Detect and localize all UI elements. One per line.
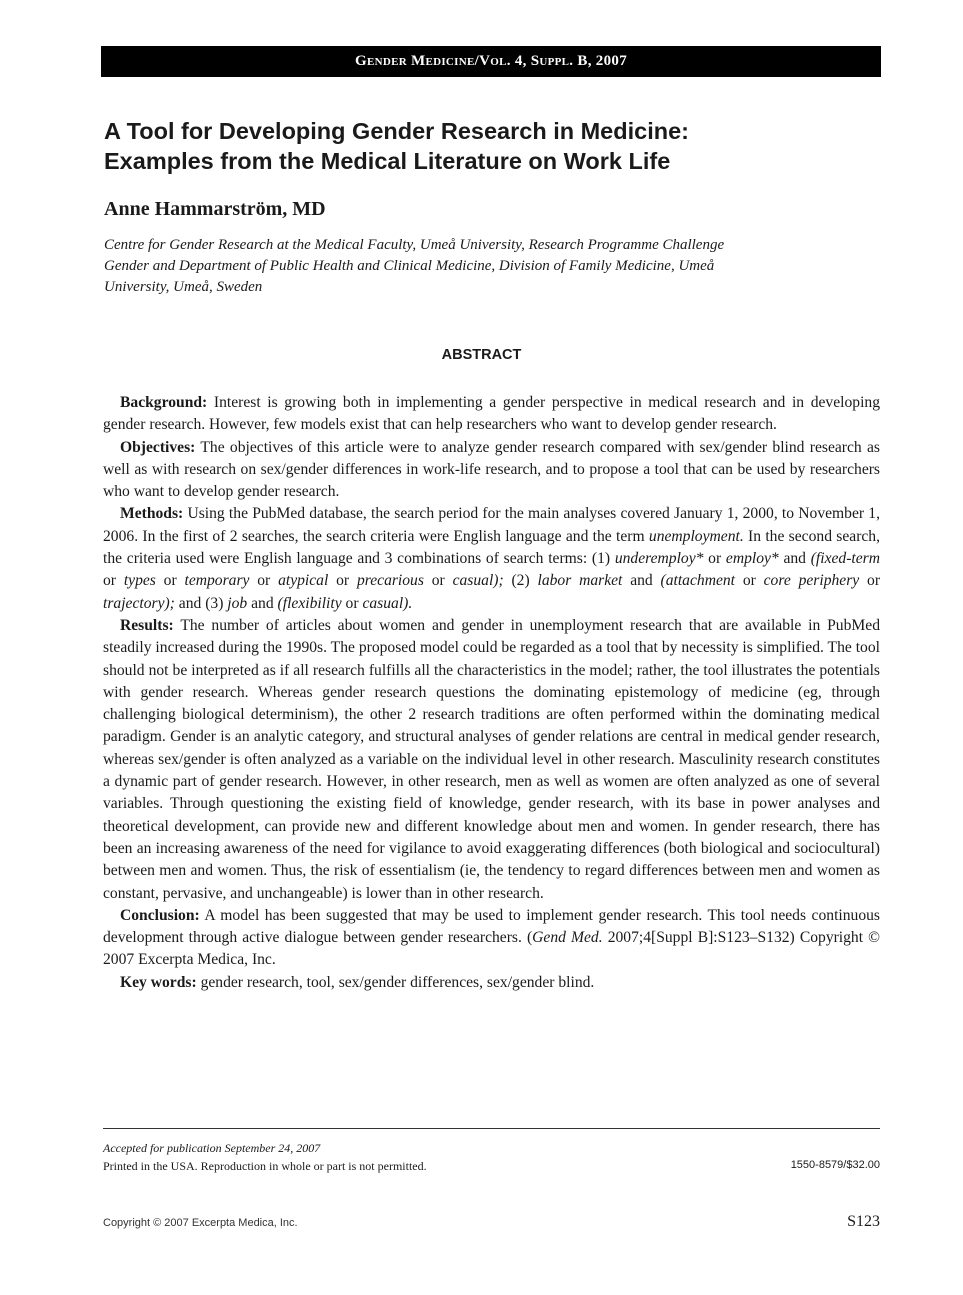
author-affiliation <box>104 235 864 298</box>
running-header: Gender Medicine/Vol. 4, Suppl. B, 2007 <box>101 46 881 77</box>
methods-term: employ* <box>725 550 779 568</box>
methods-text: and <box>247 594 278 612</box>
conclusion-text: A model has been suggested that may be used to implement gender research. This tool needs continuous development through active dialogue between gender researchers. ( <box>103 906 880 947</box>
methods-text: or <box>735 572 764 590</box>
keywords-text: gender research, tool, sex/gender differences, sex/gender blind. <box>200 973 595 991</box>
methods-term: labor market <box>537 572 623 590</box>
methods-term: unemployment. <box>648 527 744 545</box>
abstract-methods <box>103 503 880 614</box>
abstract-heading: ABSTRACT <box>441 347 522 363</box>
affiliation-line-1: Centre for Gender Research at the Medical Faculty, Umeå University, Research Programme Challenge <box>104 237 725 253</box>
methods-text: or <box>859 572 881 590</box>
citation-journal: Gend Med. <box>532 929 603 947</box>
methods-term: casual); <box>452 572 504 590</box>
methods-term: types <box>123 572 156 590</box>
objectives-label: Objectives: <box>120 438 196 456</box>
methods-text: or <box>155 572 185 590</box>
footnote-rule <box>103 1128 880 1129</box>
page-number: S123 <box>847 1213 880 1230</box>
methods-term: job <box>227 594 248 612</box>
abstract-background <box>103 392 880 437</box>
methods-text: and <box>778 550 811 568</box>
results-label: Results: <box>120 616 174 634</box>
accepted-date: Accepted for publication September 24, 2007 <box>103 1141 321 1155</box>
title-line-1: A Tool for Developing Gender Research in Medicine: <box>104 118 689 144</box>
methods-term: underemploy* <box>614 550 704 568</box>
keywords-label: Key words: <box>120 973 197 991</box>
methods-term: (fixed-term <box>810 550 880 568</box>
conclusion-label: Conclusion: <box>120 906 200 924</box>
methods-label: Methods: <box>120 505 184 523</box>
methods-term: temporary <box>184 572 250 590</box>
methods-text: or <box>249 572 279 590</box>
print-notice: Printed in the USA. Reproduction in whole or part is not permitted. <box>103 1159 427 1173</box>
methods-text: and <box>622 572 661 590</box>
methods-text: (2) <box>503 572 538 590</box>
background-label: Background: <box>120 394 208 411</box>
abstract-body <box>103 392 880 994</box>
copyright-notice: Copyright © 2007 Excerpta Medica, Inc. <box>103 1217 298 1229</box>
author-name: Anne Hammarström, MD <box>104 198 326 220</box>
abstract-results <box>103 615 880 905</box>
abstract-conclusion <box>103 905 880 972</box>
methods-term: precarious <box>356 572 424 590</box>
background-text: Interest is growing both in implementing a gender perspective in medical research and in developing gender research. However, few models exist that can help researchers who want to develop gender research. <box>103 394 880 434</box>
methods-term: core periphery <box>763 572 860 590</box>
title-line-2: Examples from the Medical Literature on Work Life <box>104 148 671 174</box>
methods-text: or <box>703 550 726 568</box>
methods-text: or <box>423 572 453 590</box>
abstract-keywords <box>103 972 880 994</box>
methods-term: (flexibility <box>277 594 342 612</box>
objectives-text: The objectives of this article were to analyze gender research compared with sex/gender blind research as well as with research on sex/gender differences in work-life research, and to propose a tool that can be used by researchers who want to develop gender research. <box>103 438 880 501</box>
methods-text: or <box>103 572 124 590</box>
issn-price: 1550-8579/$32.00 <box>790 1159 880 1171</box>
methods-text: or <box>341 594 363 612</box>
methods-term: (attachment <box>660 572 736 590</box>
results-text: The number of articles about women and gender in unemployment research that are available in PubMed steadily increased during the 1990s. The proposed model could be regarded as a tool that by necessity is simplified. The tool should not be interpreted as if all research fulfills all the characteristics in the model; rather, the tool illustrates the potentials with gender research. Whereas gender research questions the dominating epistemology of medicine (eg, through challenging biological determinism), the other 2 research traditions are often performed within the dominating medical paradigm. Gender is an analytic category, and structural analyses of gender relations are central in medical gender research, whereas sex/gender is often analyzed as a variable on the individual level in other research. Masculinity research constitutes a dynamic part of gender research. However, in other research, men as well as women are often analyzed as one of several variables. Through questioning the existing field of knowledge, gender research, with its base in power analyses and theoretical development, can provide new and different knowledge about men and women. In gender research, there has been an increasing awareness of the need for vigilance to avoid exaggerating differences (both biological and sociocultural) between men and women. Thus, the risk of essentialism (ie, the tendency to regard differences between men and women as constant, pervasive, and unchangeable) is lower than in other research. <box>103 616 880 902</box>
methods-term: trajectory); <box>103 594 175 612</box>
citation-tail: 2007;4[Suppl B]:S123–S132) Copyright © 2007 Excerpta Medica, Inc. <box>103 929 880 969</box>
abstract-objectives <box>103 437 880 504</box>
methods-term: atypical <box>278 572 329 590</box>
article-title <box>104 116 884 176</box>
affiliation-line-3: University, Umeå, Sweden <box>104 279 263 295</box>
methods-term: casual). <box>362 594 413 612</box>
methods-text: or <box>328 572 357 590</box>
affiliation-line-2: Gender and Department of Public Health and Clinical Medicine, Division of Family Medicine, Umeå <box>104 258 715 274</box>
methods-text: In the second search, the criteria used were English language and 3 combinations of search terms: (1) <box>103 527 881 568</box>
methods-text: Using the PubMed database, the search period for the main analyses covered January 1, 2000, to November 1, 2006. In the first of 2 searches, the search criteria were English language and the term <box>103 505 880 545</box>
methods-text: and (3) <box>174 594 228 612</box>
